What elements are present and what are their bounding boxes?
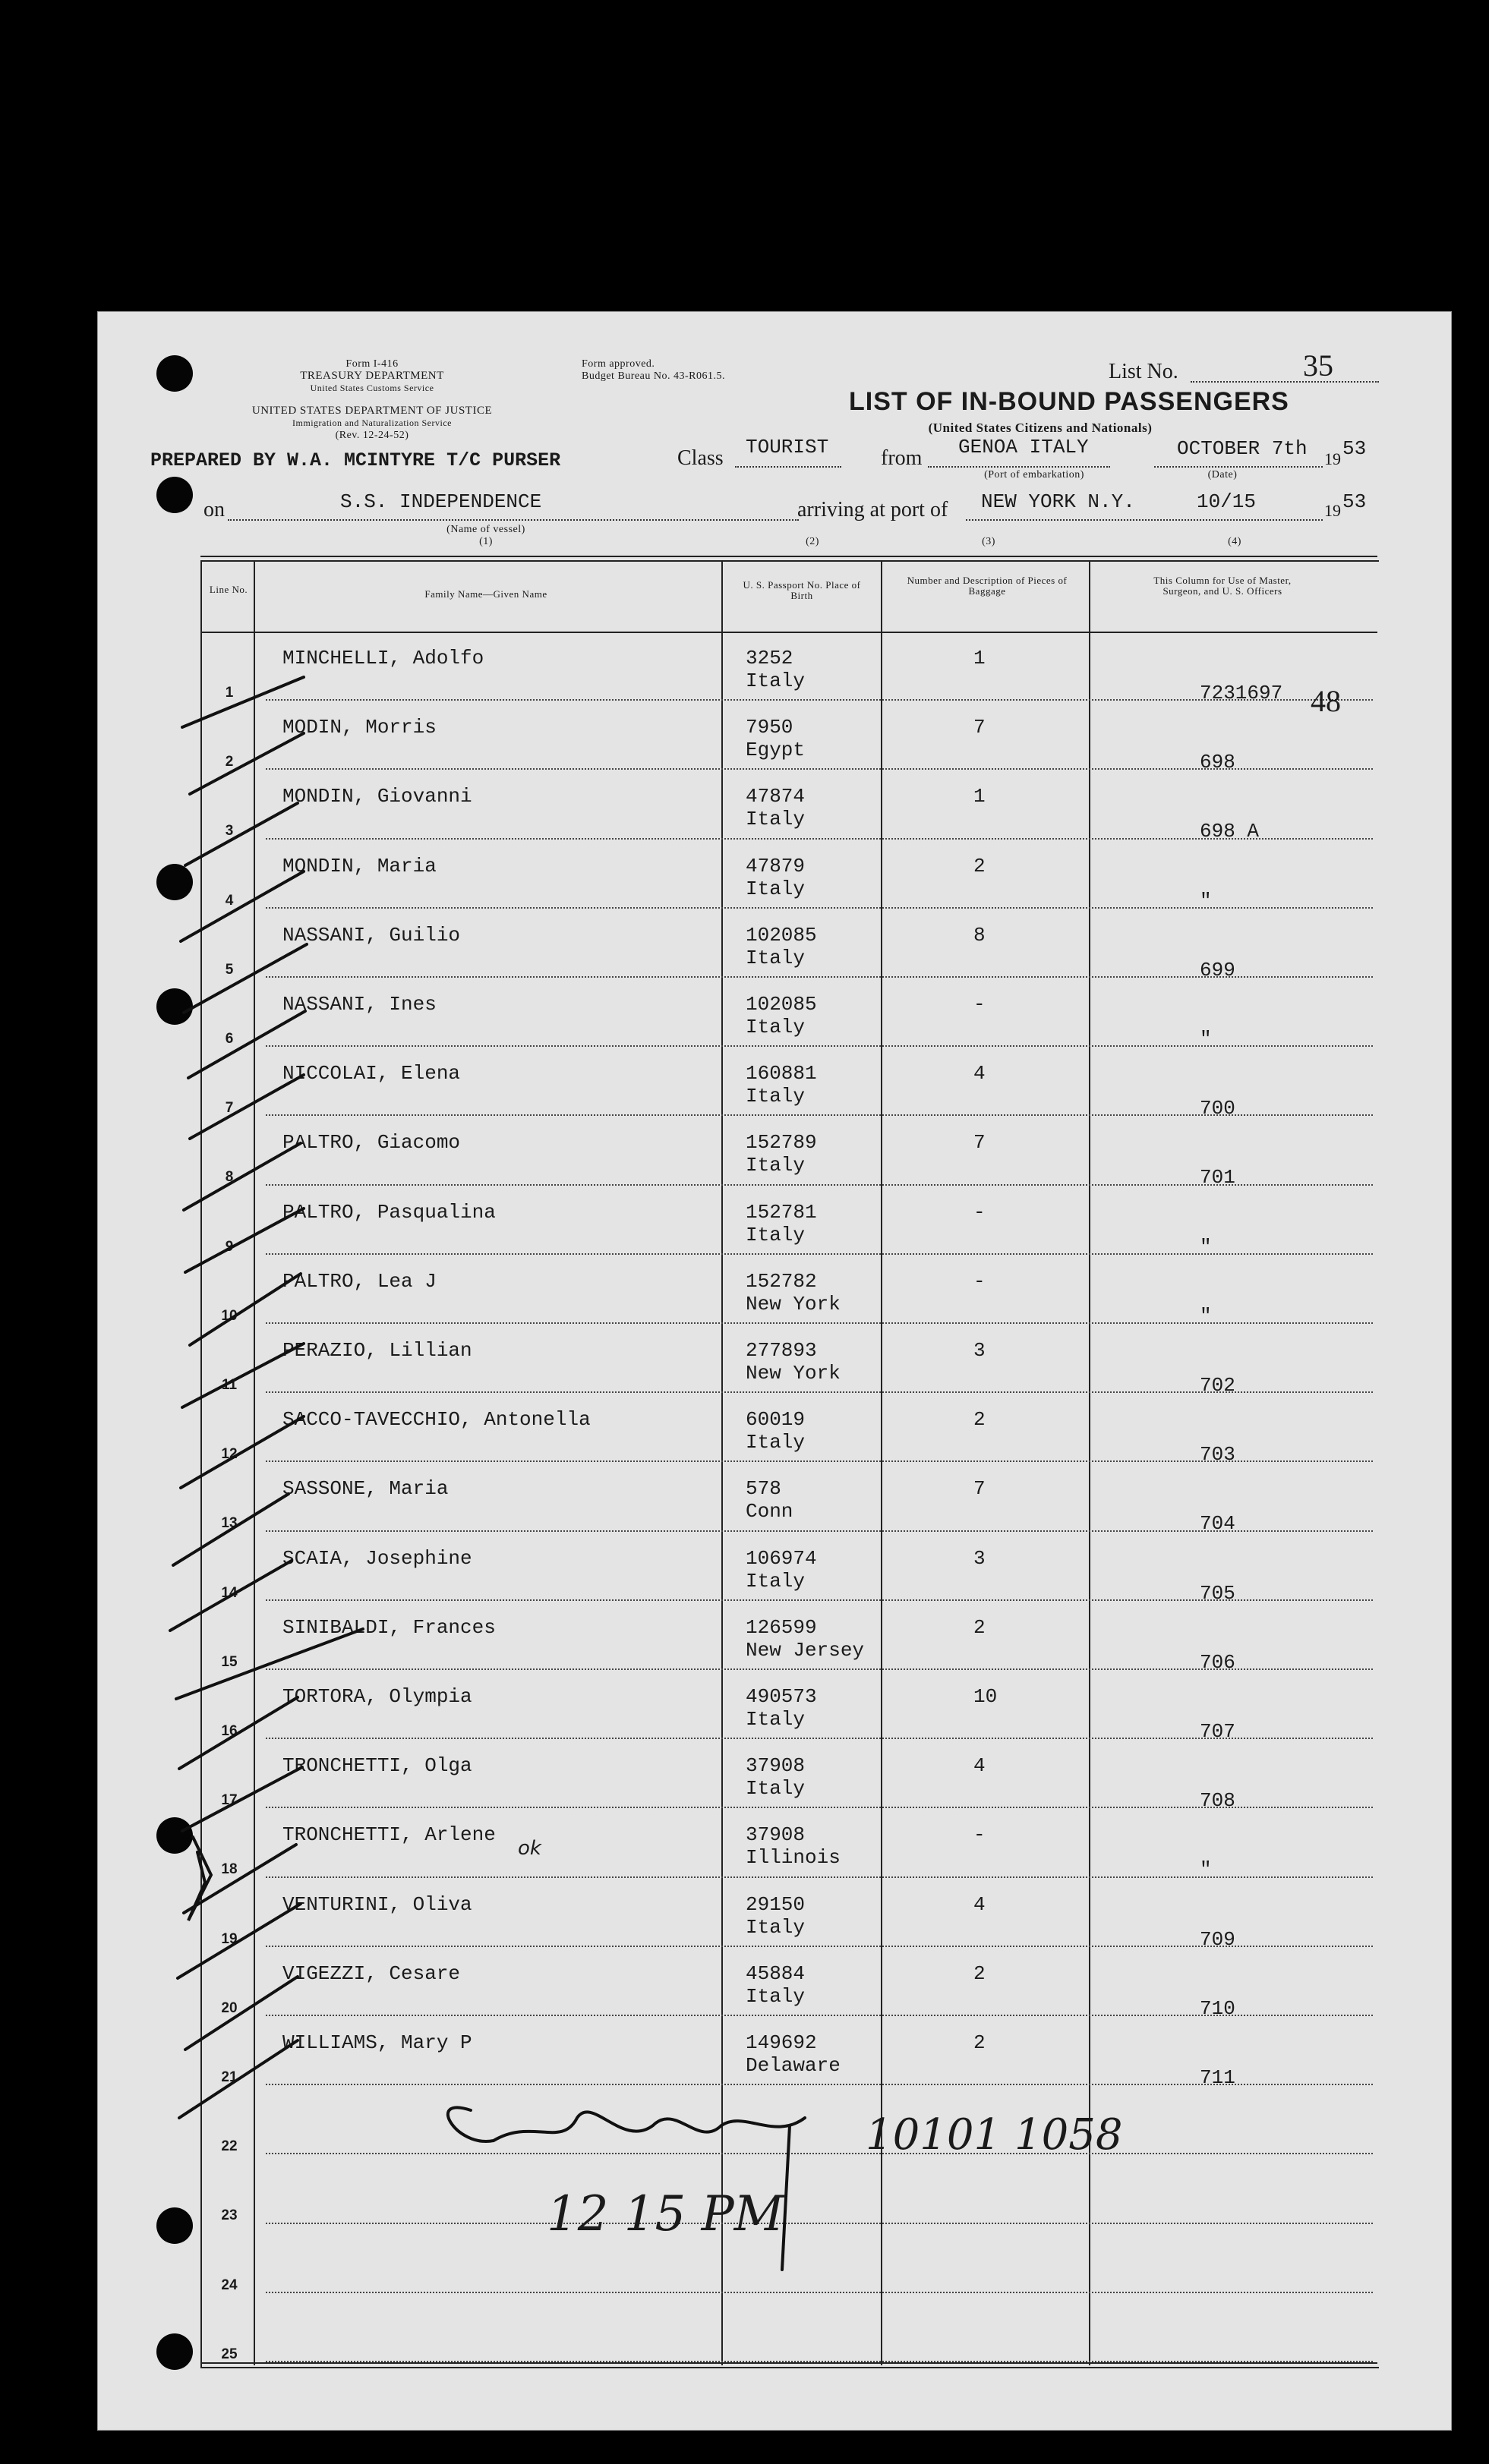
officer-note: 710 (1200, 1996, 1235, 2020)
passport-number: 7950 (746, 716, 793, 739)
baggage-count: - (973, 1200, 986, 1224)
passenger-name: MINCHELLI, Adolfo (282, 647, 484, 670)
officer-note: 706 (1200, 1650, 1235, 1674)
officer-note: 702 (1200, 1374, 1235, 1397)
on-label: on (203, 498, 225, 521)
baggage-count: 2 (973, 1615, 986, 1639)
baggage-count: 7 (973, 1131, 986, 1155)
line-number: 25 (221, 2346, 238, 2362)
passport-number: 37908 (746, 1754, 806, 1778)
list-no-label: List No. (1109, 360, 1178, 383)
passenger-name: VENTURINI, Oliva (282, 1892, 472, 1916)
col-num-4: (4) (1228, 536, 1241, 547)
vessel-name: S.S. INDEPENDENCE (340, 490, 542, 513)
year-2: 53 (1342, 490, 1367, 513)
line-number: 24 (221, 2277, 238, 2293)
place-of-birth: New Jersey (746, 1638, 865, 1662)
passport-number: 102085 (746, 993, 817, 1016)
officer-note: 703 (1200, 1443, 1235, 1467)
baggage-count: 2 (973, 2031, 986, 2054)
passenger-name: MONDIN, Maria (282, 854, 437, 878)
passenger-name: PALTRO, Pasqualina (282, 1200, 496, 1224)
passport-number: 152781 (746, 1200, 817, 1224)
line-number: 1 (225, 685, 234, 701)
passenger-name: SCAIA, Josephine (282, 1546, 472, 1570)
passport-number: 578 (746, 1477, 781, 1501)
baggage-count: 1 (973, 785, 986, 808)
baggage-count: 1 (973, 647, 986, 670)
passenger-name: PALTRO, Giacomo (282, 1131, 461, 1155)
place-of-birth: Conn (746, 1500, 793, 1523)
date-label: (Date) (1207, 469, 1238, 481)
from-value: GENOA ITALY (958, 436, 1089, 458)
header-officers: This Column for Use of Master, Surgeon, and U. S. Officers (1153, 575, 1292, 597)
place-of-birth: Italy (746, 1984, 806, 2008)
class-value: TOURIST (746, 436, 829, 458)
ok-mark: ok (518, 1837, 541, 1860)
passport-number: 149692 (746, 2031, 817, 2054)
officer-note: " (1200, 1304, 1212, 1328)
passport-number: 3252 (746, 647, 793, 670)
baggage-count: 4 (973, 1062, 986, 1085)
officer-note: 708 (1200, 1789, 1235, 1813)
place-of-birth: Italy (746, 946, 806, 969)
class-label: Class (677, 446, 724, 470)
header-passport: U. S. Passport No. Place of Birth (743, 579, 861, 601)
place-of-birth: New York (746, 1292, 841, 1315)
passenger-name: VIGEZZI, Cesare (282, 1961, 461, 1985)
baggage-count: 4 (973, 1892, 986, 1916)
line-number: 2 (225, 754, 234, 770)
passenger-name: MODIN, Morris (282, 716, 437, 739)
baggage-count: - (973, 993, 986, 1016)
passport-number: 152789 (746, 1131, 817, 1155)
line-number: 16 (221, 1723, 238, 1739)
treasury-dept: TREASURY DEPARTMENT (300, 370, 444, 382)
officer-note: 699 (1200, 958, 1235, 982)
officer-note: " (1200, 1858, 1212, 1882)
budget-bureau: Budget Bureau No. 43-R061.5. (582, 370, 725, 382)
signature-time: 12 15 PM (547, 2186, 784, 2242)
line-number: 21 (221, 2069, 238, 2085)
officer-note: " (1200, 1235, 1212, 1259)
passport-number: 47879 (746, 854, 806, 878)
line-number: 19 (221, 1930, 238, 1947)
line-number: 12 (221, 1446, 238, 1463)
passenger-name: SASSONE, Maria (282, 1477, 449, 1501)
arrival-port: NEW YORK N.Y. (981, 490, 1135, 513)
place-of-birth: Italy (746, 670, 806, 692)
baggage-count: 2 (973, 854, 986, 878)
officer-note: 711 (1200, 2066, 1235, 2089)
passenger-name: SINIBALDI, Frances (282, 1615, 496, 1639)
header-name: Family Name—Given Name (424, 588, 547, 600)
place-of-birth: Illinois (746, 1846, 841, 1870)
arrival-date: 10/15 (1197, 490, 1257, 513)
place-of-birth: Egypt (746, 739, 806, 762)
passenger-name: NASSANI, Guilio (282, 923, 461, 947)
margin-number: 48 (1311, 684, 1341, 718)
passenger-name: PERAZIO, Lillian (282, 1339, 472, 1362)
place-of-birth: Italy (746, 1154, 806, 1177)
revision: (Rev. 12-24-52) (335, 430, 409, 441)
line-number: 15 (221, 1653, 238, 1670)
passport-number: 37908 (746, 1823, 806, 1847)
baggage-count: 7 (973, 1477, 986, 1501)
passport-number: 102085 (746, 923, 817, 947)
baggage-count: 7 (973, 716, 986, 739)
ins-service: Immigration and Naturalization Service (292, 417, 452, 428)
line-number: 20 (221, 1999, 238, 2016)
place-of-birth: Italy (746, 1223, 806, 1246)
officer-note: " (1200, 1028, 1212, 1051)
baggage-count: 4 (973, 1754, 986, 1778)
baggage-count: 10 (973, 1685, 998, 1708)
col-num-1: (1) (479, 536, 493, 547)
passenger-name: SACCO-TAVECCHIO, Antonella (282, 1408, 591, 1432)
place-of-birth: Italy (746, 1915, 806, 1939)
col-num-2: (2) (806, 536, 819, 547)
passport-number: 277893 (746, 1339, 817, 1362)
passport-number: 126599 (746, 1615, 817, 1639)
baggage-count: 2 (973, 1408, 986, 1432)
baggage-count: - (973, 1269, 986, 1293)
line-number: 14 (221, 1584, 238, 1601)
officer-note: 707 (1200, 1720, 1235, 1743)
date-value: OCTOBER 7th (1177, 437, 1308, 460)
passport-number: 152782 (746, 1269, 817, 1293)
line-number: 18 (221, 1861, 238, 1878)
year-prefix-1: 19 (1324, 449, 1341, 468)
officer-note: 700 (1200, 1097, 1235, 1120)
place-of-birth: Italy (746, 1708, 806, 1731)
line-number: 17 (221, 1792, 238, 1809)
passport-number: 106974 (746, 1546, 817, 1570)
col-num-3: (3) (982, 536, 995, 547)
list-no: 35 (1303, 348, 1333, 383)
customs-service: United States Customs Service (310, 383, 434, 393)
from-label: from (881, 446, 923, 470)
officer-note: " (1200, 889, 1212, 912)
form-number: Form I-416 (345, 358, 399, 370)
passenger-name: NASSANI, Ines (282, 993, 437, 1016)
place-of-birth: Italy (746, 1016, 806, 1038)
baggage-count: 3 (973, 1546, 986, 1570)
passport-number: 490573 (746, 1685, 817, 1708)
passenger-name: TORTORA, Olympia (282, 1685, 472, 1708)
passport-number: 29150 (746, 1892, 806, 1916)
baggage-count: 8 (973, 923, 986, 947)
place-of-birth: Italy (746, 1569, 806, 1593)
passport-number: 160881 (746, 1062, 817, 1085)
signature-code: 10101 1058 (866, 2110, 1123, 2160)
place-of-birth: Italy (746, 1085, 806, 1108)
place-of-birth: Italy (746, 1431, 806, 1454)
officer-note: 698 A (1200, 820, 1260, 843)
place-of-birth: Italy (746, 808, 806, 831)
prepared-by: PREPARED BY W.A. MCINTYRE T/C PURSER (150, 449, 561, 471)
line-number: 5 (225, 961, 234, 978)
line-number: 4 (225, 892, 234, 909)
header-baggage: Number and Description of Pieces of Baggage (907, 575, 1068, 597)
baggage-count: 2 (973, 1961, 986, 1985)
place-of-birth: Italy (746, 877, 806, 900)
place-of-birth: Delaware (746, 2054, 841, 2077)
line-number: 8 (225, 1169, 234, 1186)
passenger-name: TRONCHETTI, Arlene (282, 1823, 496, 1847)
officer-note: 701 (1200, 1166, 1235, 1189)
officer-note: 698 (1200, 751, 1235, 774)
officer-note: 709 (1200, 1927, 1235, 1951)
passenger-name: MONDIN, Giovanni (282, 785, 472, 808)
officer-note: 704 (1200, 1512, 1235, 1536)
line-number: 11 (221, 1377, 238, 1393)
header-line-no: Line No. (209, 584, 248, 595)
officer-note: 7231697 (1200, 682, 1283, 704)
officer-note: 705 (1200, 1581, 1235, 1605)
justice-dept: UNITED STATES DEPARTMENT OF JUSTICE (251, 405, 493, 417)
passport-number: 45884 (746, 1961, 806, 1985)
line-number: 23 (221, 2207, 238, 2224)
vessel-label: (Name of vessel) (446, 524, 525, 535)
year-prefix-2: 19 (1324, 501, 1341, 520)
line-number: 6 (225, 1031, 234, 1047)
passenger-name: WILLIAMS, Mary P (282, 2031, 472, 2054)
place-of-birth: Italy (746, 1777, 806, 1801)
arriving-label: arriving at port of (797, 498, 948, 521)
year-1: 53 (1342, 437, 1367, 460)
line-number: 13 (221, 1515, 238, 1532)
line-number: 7 (225, 1100, 234, 1117)
baggage-count: 3 (973, 1339, 986, 1362)
form-approved: Form approved. (582, 358, 655, 370)
line-number: 10 (221, 1307, 238, 1324)
baggage-count: - (973, 1823, 986, 1847)
passenger-name: NICCOLAI, Elena (282, 1062, 461, 1085)
form-title: LIST OF IN-BOUND PASSENGERS (849, 387, 1289, 416)
form-subtitle: (United States Citizens and Nationals) (928, 421, 1153, 435)
passport-number: 47874 (746, 785, 806, 808)
place-of-birth: New York (746, 1362, 841, 1385)
passport-number: 60019 (746, 1408, 806, 1432)
port-embarkation-label: (Port of embarkation) (984, 469, 1084, 481)
passenger-name: TRONCHETTI, Olga (282, 1754, 472, 1778)
line-number: 9 (225, 1238, 234, 1255)
passenger-name: PALTRO, Lea J (282, 1269, 437, 1293)
line-number: 3 (225, 823, 234, 840)
line-number: 22 (221, 2138, 238, 2155)
